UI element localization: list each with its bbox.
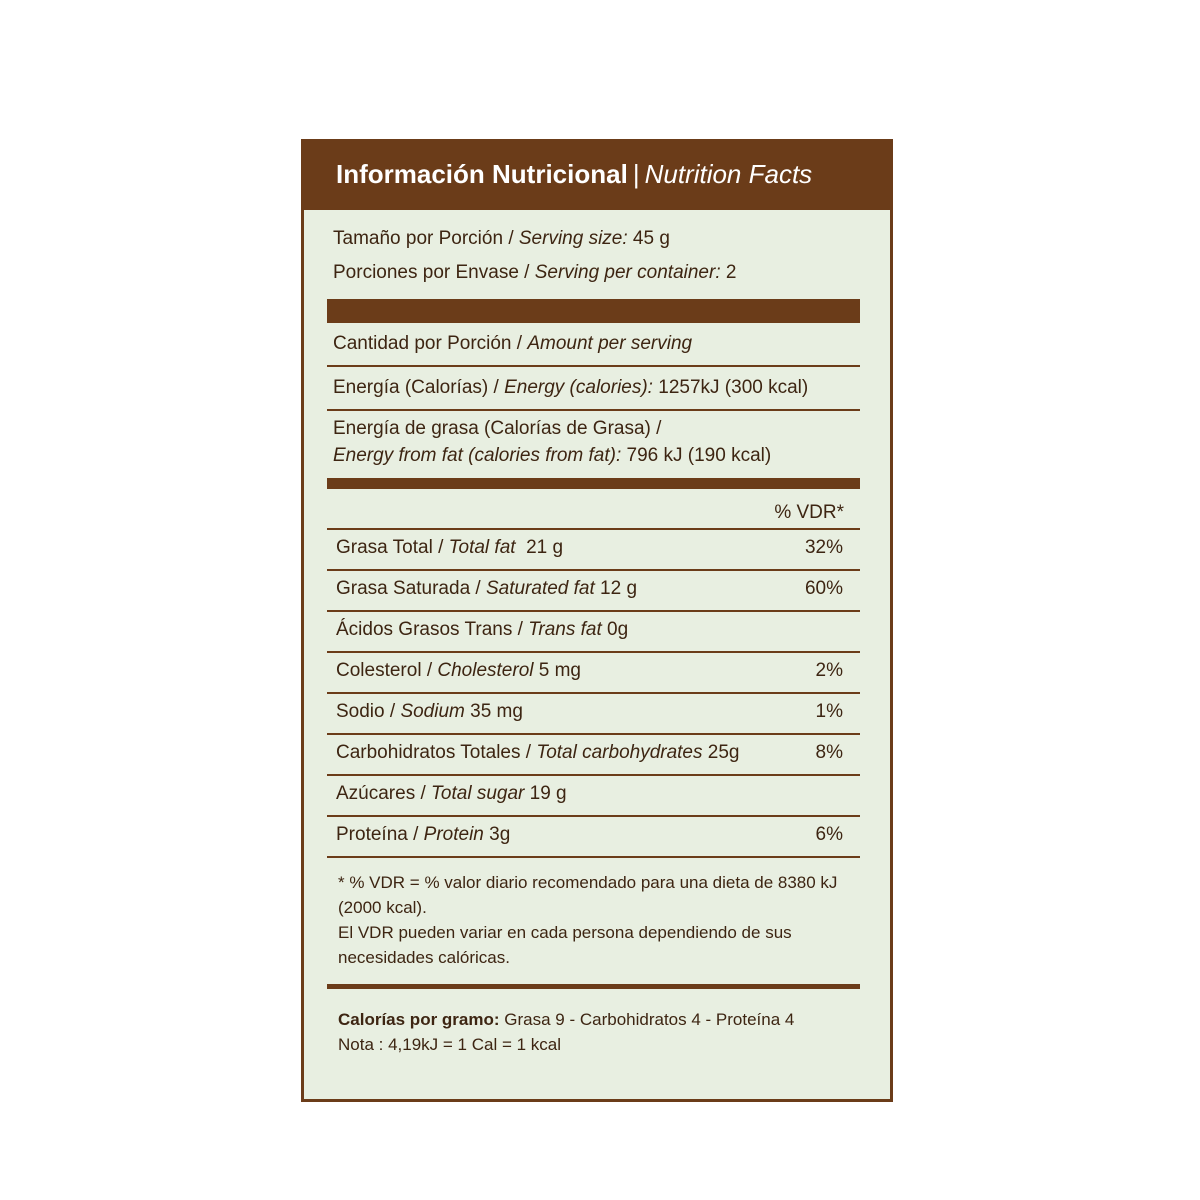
divider	[327, 365, 860, 367]
nutrient-daily-value: 1%	[815, 701, 843, 722]
divider	[327, 528, 860, 530]
nutrient-row	[336, 660, 581, 682]
calories-per-gram-label: Calorías por gramo:	[338, 1010, 500, 1029]
divider	[327, 569, 860, 571]
footnote-line-2: (2000 kcal).	[338, 898, 427, 917]
serving-size-label-en: Serving size:	[518, 228, 628, 249]
energy-row	[333, 377, 808, 399]
nutrient-row	[336, 824, 510, 846]
energy-fat-row-es	[333, 418, 661, 440]
servings-label-es: Porciones por Envase /	[333, 262, 535, 283]
nutrient-row	[336, 783, 567, 805]
thick-divider-middle	[327, 478, 860, 489]
nutrient-row	[336, 578, 637, 600]
nutrient-row	[336, 742, 740, 764]
vdr-header: % VDR*	[774, 502, 844, 523]
divider	[327, 409, 860, 411]
energy-conversion-note: Nota : 4,19kJ = 1 Cal = 1 kcal	[338, 1035, 562, 1054]
energy-fat-row-en	[333, 445, 771, 467]
calories-per-gram-row	[338, 1007, 794, 1032]
nutrient-amount: 21 g	[515, 537, 564, 558]
nutrient-label-es: Grasa Saturada /	[336, 578, 486, 599]
energy-fat-label-en: Energy from fat (calories from fat):	[333, 445, 622, 466]
divider	[327, 610, 860, 612]
nutrient-label-en: Saturated fat	[485, 578, 595, 599]
nutrient-amount: 12 g	[594, 578, 638, 599]
nutrient-label-es: Azúcares /	[336, 783, 432, 804]
nutrient-label-es: Grasa Total /	[336, 537, 449, 558]
nutrient-amount: 35 mg	[464, 701, 523, 722]
amount-label-es: Cantidad por Porción /	[333, 333, 528, 354]
footnote-line-1: * % VDR = % valor diario recomendado para una dieta de 8380 kJ	[338, 873, 838, 892]
energy-label-en: Energy (calories):	[504, 377, 653, 398]
servings-per-container-row	[333, 262, 736, 284]
divider	[327, 733, 860, 735]
footnote-line-4: necesidades calóricas.	[338, 948, 510, 967]
nutrient-label-en: Cholesterol	[437, 660, 534, 681]
nutrient-row	[336, 619, 628, 641]
title-spanish: Información Nutricional	[336, 159, 628, 189]
nutrient-label-en: Total sugar	[431, 783, 525, 804]
nutrient-daily-value: 60%	[804, 578, 843, 599]
thick-divider-top	[327, 299, 860, 323]
energy-label-es: Energía (Calorías) /	[333, 377, 505, 398]
servings-label-en: Serving per container:	[534, 262, 721, 283]
nutrient-label-es: Carbohidratos Totales /	[336, 742, 537, 763]
energy-fat-label-es: Energía de grasa (Calorías de Grasa) /	[333, 418, 662, 439]
nutrient-amount: 3g	[483, 824, 511, 845]
divider	[327, 856, 860, 858]
serving-size-row	[333, 228, 670, 250]
divider	[327, 651, 860, 653]
nutrient-row	[336, 701, 523, 723]
title-separator: |	[632, 159, 640, 189]
nutrient-label-en: Trans fat	[528, 619, 602, 640]
nutrient-amount: 25g	[702, 742, 740, 763]
nutrition-header	[301, 139, 893, 210]
thick-divider-bottom	[327, 984, 860, 989]
calories-per-gram-values: Grasa 9 - Carbohidratos 4 - Proteína 4	[499, 1010, 795, 1029]
nutrient-label-en: Total fat	[448, 537, 516, 558]
title-english: Nutrition Facts	[644, 159, 813, 189]
nutrient-label-es: Proteína /	[336, 824, 424, 845]
nutrient-daily-value: 2%	[815, 660, 843, 681]
nutrient-label-es: Ácidos Grasos Trans /	[336, 619, 529, 640]
divider	[327, 774, 860, 776]
nutrient-label-en: Sodium	[400, 701, 465, 722]
nutrient-amount: 19 g	[524, 783, 567, 804]
nutrient-label-en: Total carbohydrates	[536, 742, 703, 763]
footnote-line-3: El VDR pueden variar en cada persona dependiendo de sus	[338, 923, 792, 942]
amount-per-serving-row	[333, 333, 692, 355]
nutrient-amount: 5 mg	[533, 660, 582, 681]
amount-label-en: Amount per serving	[527, 333, 693, 354]
nutrient-amount: 0g	[601, 619, 629, 640]
nutrient-label-es: Sodio /	[336, 701, 401, 722]
nutrient-daily-value: 6%	[815, 824, 843, 845]
divider	[327, 815, 860, 817]
servings-value: 2	[720, 262, 737, 283]
energy-value: 1257kJ (300 kcal)	[652, 377, 809, 398]
nutrient-daily-value: 8%	[815, 742, 843, 763]
divider	[327, 692, 860, 694]
serving-size-value: 45 g	[627, 228, 670, 249]
serving-size-label-es: Tamaño por Porción /	[333, 228, 519, 249]
nutrient-label-es: Colesterol /	[336, 660, 438, 681]
nutrient-daily-value: 32%	[804, 537, 843, 558]
energy-fat-value: 796 kJ (190 kcal)	[621, 445, 772, 466]
nutrient-label-en: Protein	[423, 824, 484, 845]
nutrient-row	[336, 537, 563, 559]
